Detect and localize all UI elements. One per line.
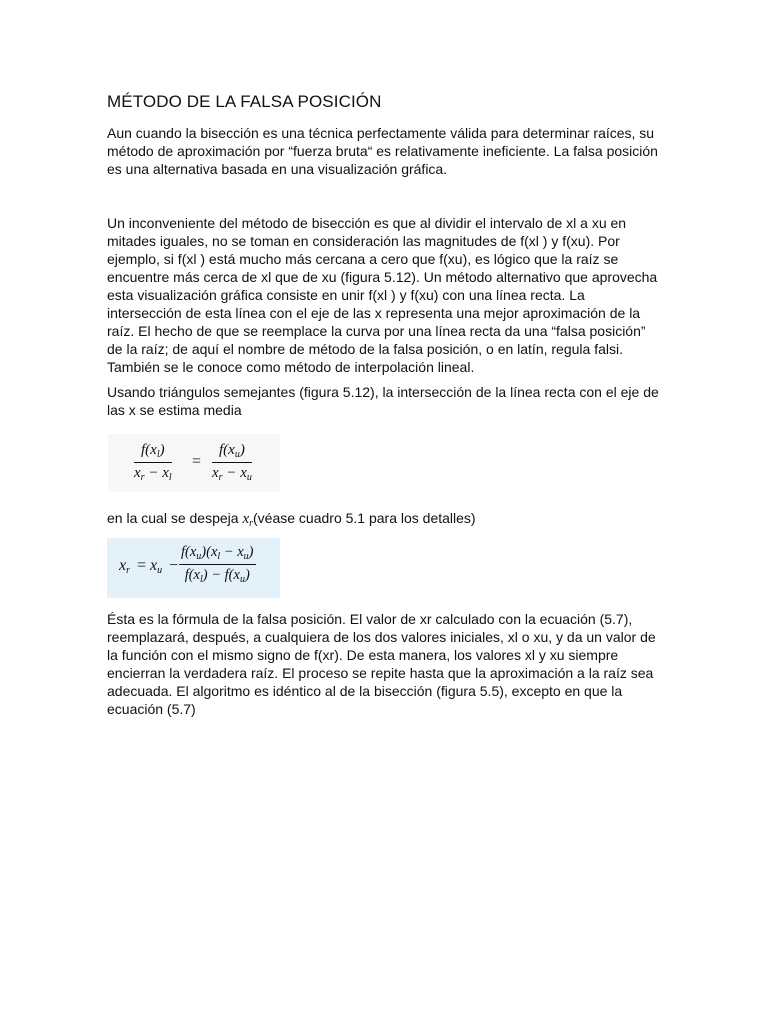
equals-sign: =: [192, 453, 202, 470]
page-title: MÉTODO DE LA FALSA POSICIÓN: [107, 92, 382, 111]
equation-lhs: $x_r$: [119, 557, 131, 576]
fraction-left: $\frac{f(x_l)}{x_r - x_l}$: [134, 442, 172, 483]
paragraph-triangulos: Usando triángulos semejantes (figura 5.12), la intersección de la línea recta con el eje de las x se estima media: [107, 384, 659, 418]
paragraph-formula-explanation: Ésta es la fórmula de la falsa posición. El valor de xr calculado con la ecuación (5.7), reemplazará, después, a cualquiera de los dos valores iniciales, xl o xu, y da un valor de la función con el mismo signo de f(xr). De esta manera, los valores xl y xu siempre encierran la verdadera raíz. El proceso se repite hasta que la aproximación a la raíz sea adecuada. El algoritmo es idéntico al de la bisección (figura 5.5), excepto en que la ecuación (5.7): [107, 611, 656, 717]
paragraph-intro: Aun cuando la bisección es una técnica perfectamente válida para determinar raíces, su método de aproximación por “fuerza bruta“ es relativamente ineficiente. La falsa posición es una alternativa basada en una visualización gráfica.: [107, 125, 658, 177]
equation-rhs-term: $x_u$: [150, 557, 163, 576]
equation-false-position: [107, 538, 280, 598]
paragraph-inconveniente: Un inconveniente del método de bisección es que al dividir el intervalo de xl a xu en mitades iguales, no se toman en consideración las magnitudes de f(xl ) y f(xu). Por ejemplo, si f(xl ) está mucho más cercana a cero que f(xu), es lógico que la raíz se encuentre más cerca de xl que de xu (figura 5.12). Un método alternativo que aprovecha esta visualización gráfica consiste en unir f(xl ) y f(xu) con una línea recta. La intersección de esta línea con el eje de las x representa una mejor aproximación de la raíz. El hecho de que se reemplace la curva por una línea recta da una “falsa posición” de la raíz; de aquí el nombre de método de la falsa posición, o en latín, regula falsi. También se le conoce como método de interpolación lineal.: [107, 215, 658, 375]
inline-text-despeja: en la cual se despeja $x_r(véase$ cuadro 5.1 para los detalles): [107, 510, 476, 529]
equation-equals: =: [137, 557, 147, 574]
equation-similar-triangles: [108, 434, 280, 492]
equation-minus: −: [169, 557, 179, 574]
equation-fraction: $\frac{f(x_u)(x_l - x_u)}{f(x_l) - f(x_u)}$: [181, 544, 254, 585]
fraction-right: $\frac{f(x_u)}{x_r - x_u}$: [212, 442, 252, 483]
